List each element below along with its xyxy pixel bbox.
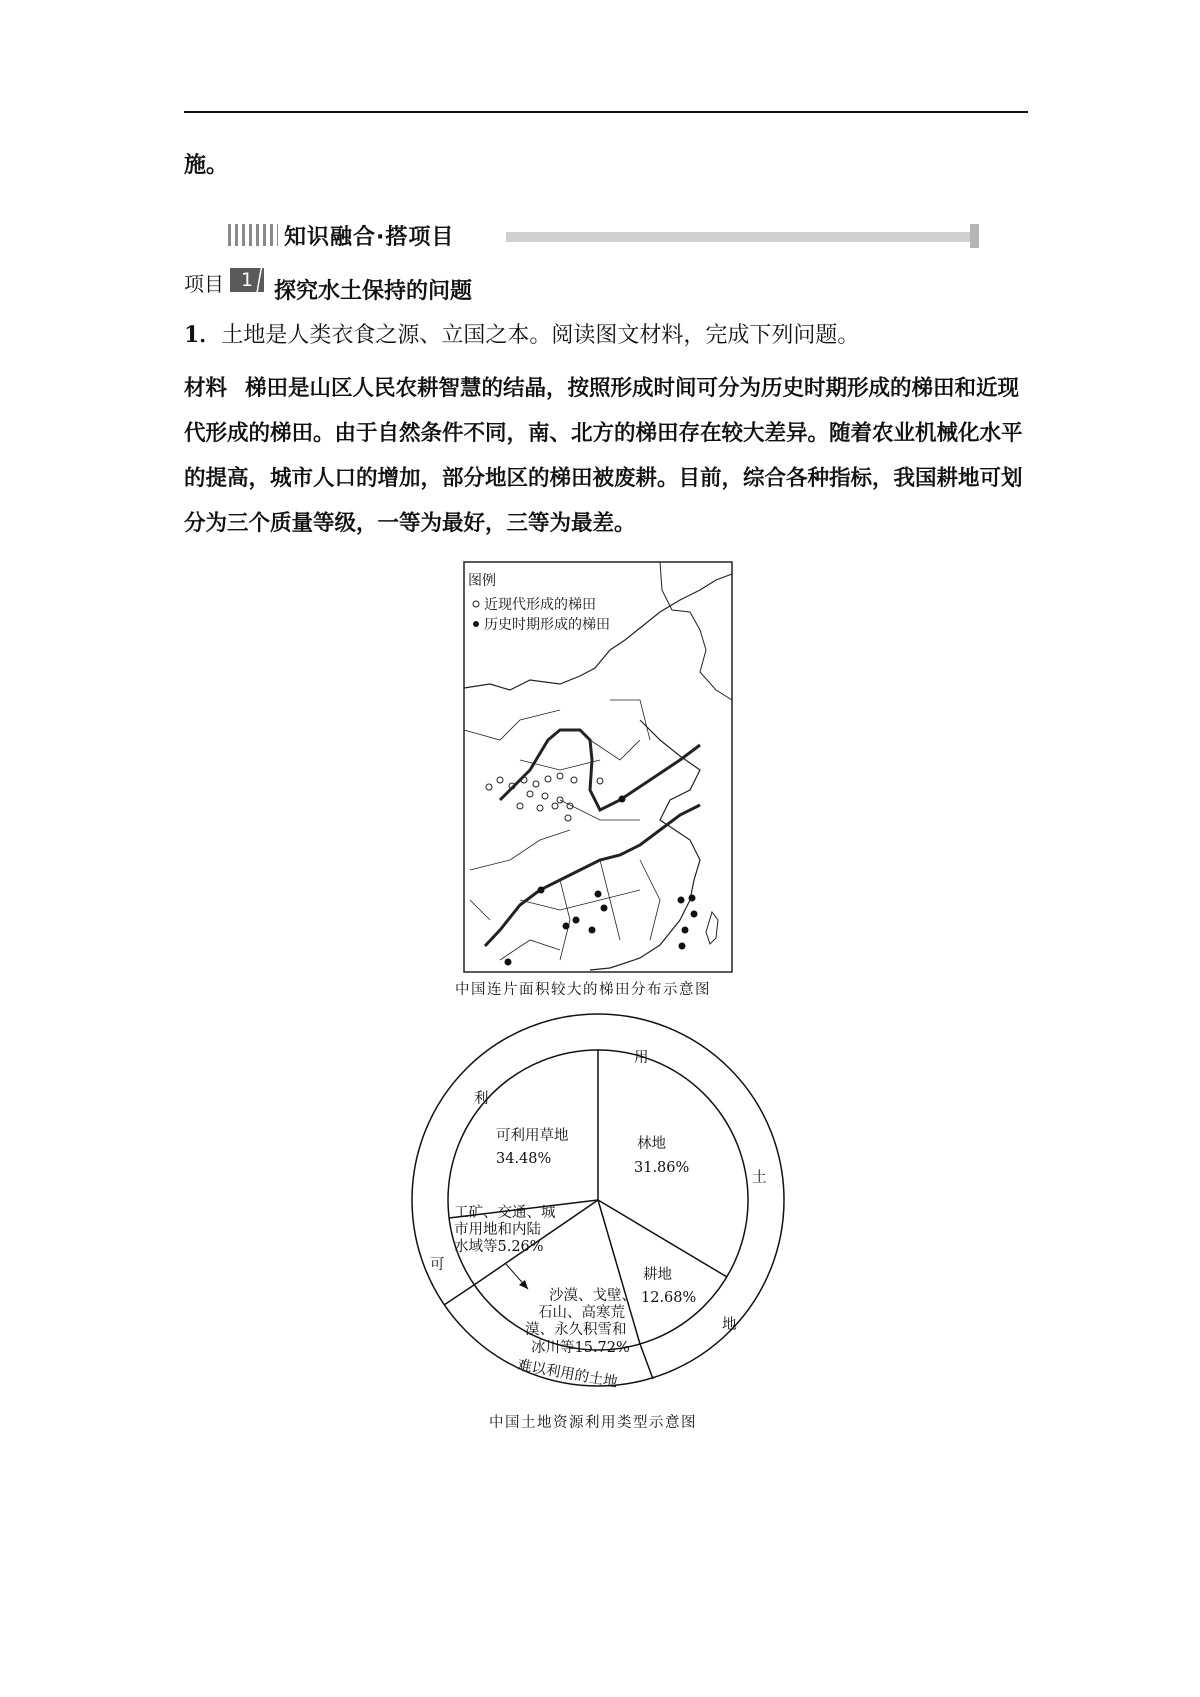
slice-desert-line1: 沙漠、戈壁、 [549, 1288, 636, 1304]
slice-farm-label: 耕地 [643, 1267, 672, 1283]
slice-grass-label: 可利用草地 [496, 1128, 569, 1144]
map-yangtze-river [485, 805, 700, 946]
material-tag: 材料 [184, 376, 228, 401]
continuation-text: 施。 [184, 152, 229, 178]
ring-divider-right [640, 1344, 653, 1379]
ring-char-ke: 可 [430, 1257, 445, 1273]
project-title: 探究水土保持的问题 [274, 279, 473, 304]
historic-terrace-points [505, 796, 698, 966]
slice-desert-line4: 冰川等15.72% [531, 1340, 630, 1356]
pie-caption: 中国土地资源利用类型示意图 [489, 1415, 697, 1431]
map-yellow-river [500, 730, 700, 810]
question-text: 土地是人类衣食之源、立国之本。阅读图文材料，完成下列问题。 [221, 323, 860, 348]
slice-mine-line3: 水域等5.26% [454, 1239, 544, 1255]
project-number-badge: 1 [230, 268, 264, 292]
banner-title: 知识融合·搭项目 [284, 225, 455, 250]
slice-desert-line3: 漠、永久积雪和 [525, 1322, 627, 1338]
slice-grass-value: 34.48% [496, 1151, 552, 1167]
ring-unusable-label: 难以利用的土地 [516, 1357, 619, 1391]
ring-char-li: 利 [474, 1091, 489, 1107]
project-label: 项目 [184, 272, 224, 296]
slice-mine-line1: 工矿、交通、城 [454, 1205, 556, 1221]
map-taiwan [706, 912, 718, 944]
map-legend-title: 图例 [468, 573, 496, 589]
ring-char-di: 地 [722, 1317, 737, 1333]
slice-desert-line2: 石山、高寒荒 [538, 1305, 625, 1321]
map-legend-historic: 历史时期形成的梯田 [484, 617, 610, 633]
map-caption: 中国连片面积较大的梯田分布示意图 [455, 982, 711, 998]
material-text: 梯田是山区人民农耕智慧的结晶，按照形成时间可分为历史时期形成的梯田和近现代形成的梯田。由于自然条件不同，南、北方的梯田存在较大差异。随着农业机械化水平的提高，城市人口的增加，部分地区的梯田被废耕。目前，综合各种指标，我国耕地可划分为三个质量等级，一等为最好，三等为最差。 [184, 376, 1023, 536]
question-number: 1． [184, 322, 222, 348]
map-northeast-border [660, 562, 732, 700]
ring-char-tu: 土 [752, 1170, 767, 1186]
map-legend-modern: 近现代形成的梯田 [484, 597, 596, 613]
slice-mine-line2: 市用地和内陆 [454, 1222, 541, 1238]
ring-char-yong: 用 [634, 1050, 649, 1066]
slice-farm-value: 12.68% [641, 1290, 697, 1306]
slice-forest-label: 林地 [637, 1136, 666, 1152]
map-province-lines [464, 700, 660, 960]
slice-forest-value: 31.86% [634, 1160, 690, 1176]
pointer-arrow-head [519, 1280, 528, 1289]
legend-filled-dot [473, 621, 479, 627]
ring-divider-left [444, 1285, 474, 1305]
